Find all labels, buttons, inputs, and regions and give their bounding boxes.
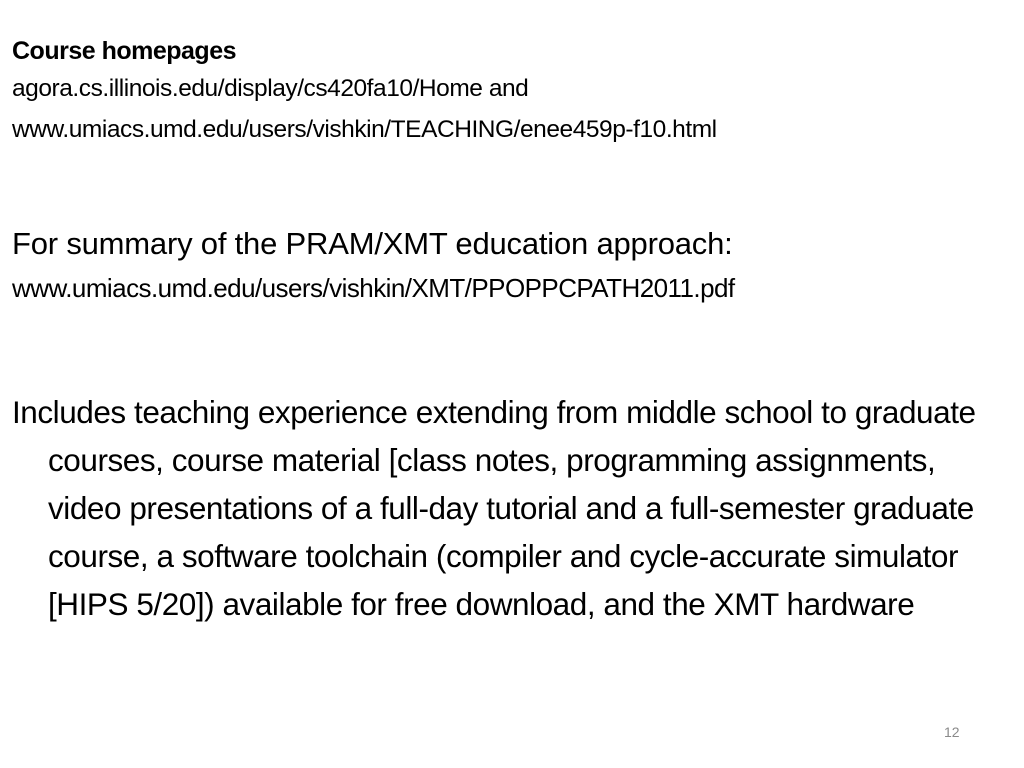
slide-number: 12 xyxy=(944,724,960,740)
illinois-course-link: agora.cs.illinois.edu/display/cs420fa10/Home and xyxy=(12,75,529,102)
includes-paragraph: Includes teaching experience extending from middle school to graduate courses, course material [class notes, programming assignments, video presentations of a full-day tutorial and a full-semester graduate course, a software toolchain (compiler and cycle-accurate simulator [HIPS 5/20]) available for free download, and the XMT hardware xyxy=(12,394,976,622)
course-homepages-block xyxy=(12,34,1012,150)
summary-block xyxy=(12,222,1012,310)
summary-text: For summary of the PRAM/XMT education approach: xyxy=(12,226,733,261)
course-homepages-heading: Course homepages xyxy=(12,37,237,65)
includes-block xyxy=(12,388,1016,628)
umd-course-link: www.umiacs.umd.edu/users/vishkin/TEACHING/enee459p-f10.html xyxy=(12,116,717,143)
summary-url: www.umiacs.umd.edu/users/vishkin/XMT/PPOPPCPATH2011.pdf xyxy=(12,273,735,303)
